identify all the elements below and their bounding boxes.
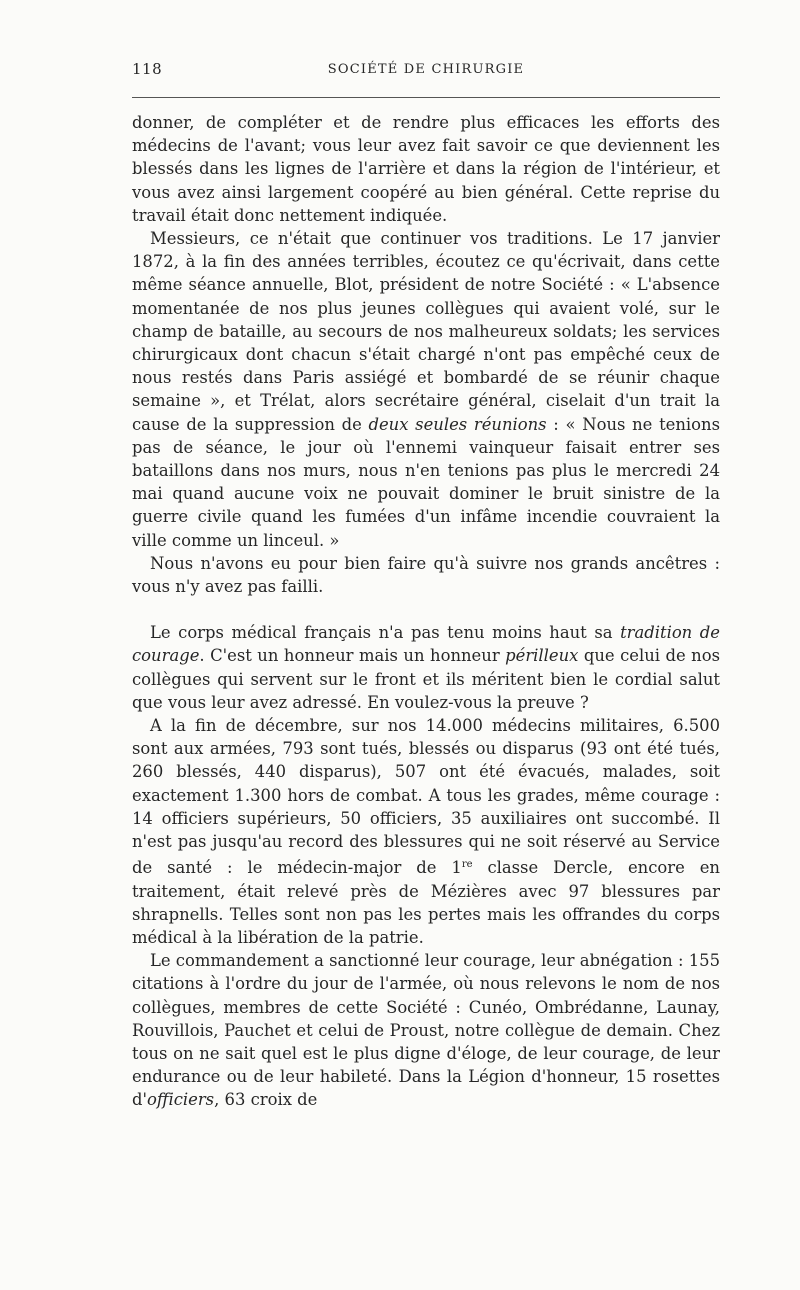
paragraph — [132, 227, 720, 552]
text-segment: Messieurs, ce n'était que continuer vos traditions. Le 17 janvier 1872, à la fin des années terribles, écoutez ce qu'écrivait, dans cette même séance annuelle, Blot, président de notre Société : « L'absence momentanée de nos plus jeunes collègues qui avaient volé, sur le champ de bataille, au secours de nos malheureux soldats; les services chirurgicaux dont chacun s'était chargé n'ont pas empêché ceux de nous restés dans Paris assiégé et bombardé de se réunir chaque semaine », et Trélat, alors secrétaire général, ciselait d'un trait la cause de la suppression de — [132, 229, 720, 434]
paragraph — [132, 949, 720, 1111]
paragraph — [132, 621, 720, 714]
paragraph — [132, 552, 720, 598]
italic-text: deux seules réunions — [368, 414, 547, 434]
text-segment: Le corps médical français n'a pas tenu moins haut sa — [150, 623, 621, 643]
text-segment: : « Nous ne tenions pas de séance, le jour où l'ennemi vainqueur faisait entrer ses bataillons dans nos murs, nous n'en tenions pas plus le mercredi 24 mai quand aucune voix ne pouvait dominer le bruit sinistre de la guerre civile quand les fumées d'un infâme incendie couvraient la ville comme un linceul. » — [132, 414, 720, 550]
paragraph — [132, 111, 720, 227]
text-segment: , 63 croix de — [214, 1090, 318, 1110]
running-title: SOCIÉTÉ DE CHIRURGIE — [327, 62, 525, 77]
italic-text: officiers — [147, 1090, 215, 1110]
header-rule — [132, 97, 720, 98]
text-segment: A la fin de décembre, sur nos 14.000 médecins militaires, 6.500 sont aux armées, 793 sont tués, blessés ou disparus (93 ont été tués, 260 blessés, 440 disparus), 507 ont été évacués, malades, soit exactement 1.300 hors de combat. A tous les grades, même courage : 14 officiers supérieurs, 50 officiers, 35 auxiliaires ont succombé. Il n'est pas jusqu'au record des blessures qui ne soit réservé au Service de santé : le médecin-major de 1 — [132, 716, 720, 878]
italic-text: périlleux — [505, 646, 579, 666]
paragraph-gap — [132, 598, 720, 621]
superscript-text: re — [461, 859, 473, 871]
italic-text: tradition de courage — [132, 623, 720, 666]
paragraph — [132, 714, 720, 949]
text-segment: classe Dercle, encore en traitement, était relevé près de Mézières avec 97 blessures par shrapnells. Telles sont non pas les pertes mais les offrandes du corps médical à la libération de la patrie. — [132, 858, 720, 947]
text-segment: que celui de nos collègues qui servent sur le front et ils méritent bien le cordial salut que vous leur avez adressé. En voulez-vous la preuve ? — [132, 646, 720, 712]
page-number: 118 — [132, 60, 163, 78]
text-segment: Le commandement a sanctionné leur courage, leur abnégation : 155 citations à l'ordre du jour de l'armée, où nous relevons le nom de nos collègues, membres de cette Société : Cunéo, Ombrédanne, Launay, Rouvillois, Pauchet et celui de Proust, notre collègue de demain. Chez tous on ne sait quel est le plus digne d'éloge, de leur courage, de leur endurance ou de leur habileté. Dans la Légion d'honneur, 15 rosettes d' — [132, 951, 720, 1110]
text-segment: . C'est un honneur mais un honneur — [199, 646, 506, 666]
body-text — [132, 111, 720, 1112]
page — [132, 60, 720, 1112]
running-header — [132, 60, 720, 86]
text-segment: donner, de compléter et de rendre plus efficaces les efforts des médecins de l'avant; vous leur avez fait savoir ce que deviennent les blessés dans les lignes de l'arrière et dans la région de l'intérieur, et vous avez ainsi largement coopéré au bien général. Cette reprise du travail était donc nettement indiquée. — [132, 113, 720, 225]
text-segment: Nous n'avons eu pour bien faire qu'à suivre nos grands ancêtres : vous n'y avez pas failli. — [132, 553, 720, 597]
